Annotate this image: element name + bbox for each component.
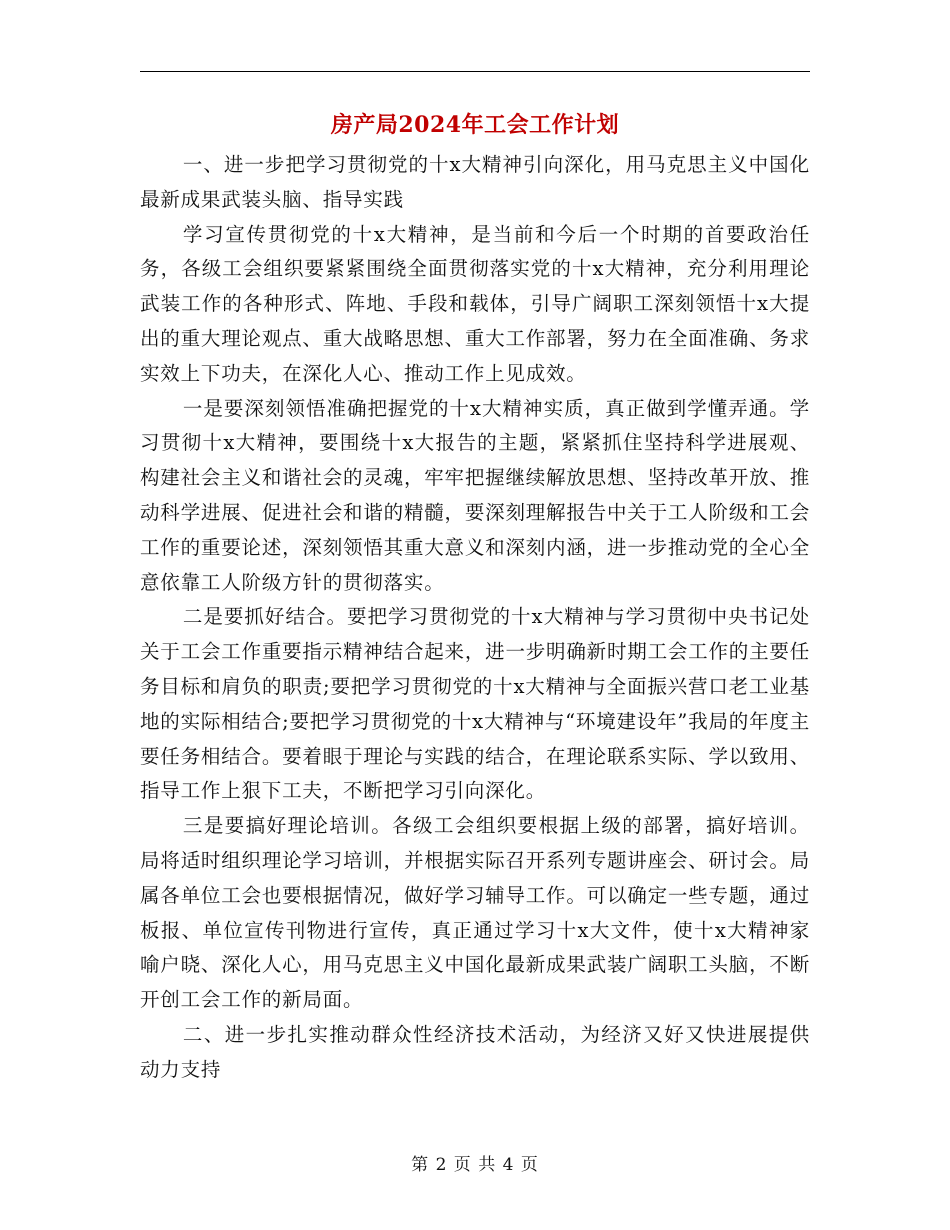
page-number: 第 2 页 共 4 页 [411, 1155, 539, 1175]
document-title: 房产局2024年工会工作计划 [330, 112, 620, 138]
section-heading-1: 一、进一步把学习贯彻党的十x大精神引向深化，用马克思主义中国化最新成果武装头脑、指导实践 [140, 153, 810, 211]
body-paragraph: 三是要搞好理论培训。各级工会组织要根据上级的部署，搞好培训。局将适时组织理论学习培训，并根据实际召开系列专题讲座会、研讨会。局属各单位工会也要根据情况，做好学习辅导工作。可以确定一些专题，通过板报、单位宣传刊物进行宣传，真正通过学习十x大文件，使十x大精神家喻户晓、深化人心，用马克思主义中国化最新成果武装广阔职工头脑，不断开创工会工作的新局面。 [140, 814, 810, 1012]
body-paragraph: 二是要抓好结合。要把学习贯彻党的十x大精神与学习贯彻中央书记处关于工会工作重要指示精神结合起来，进一步明确新时期工会工作的主要任务目标和肩负的职责;要把学习贯彻党的十x大精神与全面振兴营口老工业基地的实际相结合;要把学习贯彻党的十x大精神与“环境建设年”我局的年度主要任务相结合。要着眼于理论与实践的结合，在理论联系实际、学以致用、指导工作上狠下工夫，不断把学习引向深化。 [140, 605, 811, 803]
header-rule [140, 71, 810, 72]
document-body [140, 148, 810, 1088]
section-heading-2: 二、进一步扎实推动群众性经济技术活动，为经济又好又快进展提供动力支持 [140, 1022, 810, 1081]
body-paragraph: 学习宣传贯彻党的十x大精神，是当前和今后一个时期的首要政治任务，各级工会组织要紧紧围绕全面贯彻落实党的十x大精神，充分利用理论武装工作的各种形式、阵地、手段和载体，引导广阔职工深刻领悟十x大提出的重大理论观点、重大战略思想、重大工作部署，努力在全面准确、务求实效上下功夫，在深化人心、推动工作上见成效。 [140, 222, 810, 385]
body-paragraph: 一是要深刻领悟准确把握党的十x大精神实质，真正做到学懂弄通。学习贯彻十x大精神，要围绕十x大报告的主题，紧紧抓住坚持科学进展观、构建社会主义和谐社会的灵魂，牢牢把握继续解放思想、坚持改革开放、推动科学进展、促进社会和谐的精髓，要深刻理解报告中关于工人阶级和工会工作的重要论述，深刻领悟其重大意义和深刻内涵，进一步推动党的全心全意依靠工人阶级方针的贯彻落实。 [140, 396, 810, 594]
